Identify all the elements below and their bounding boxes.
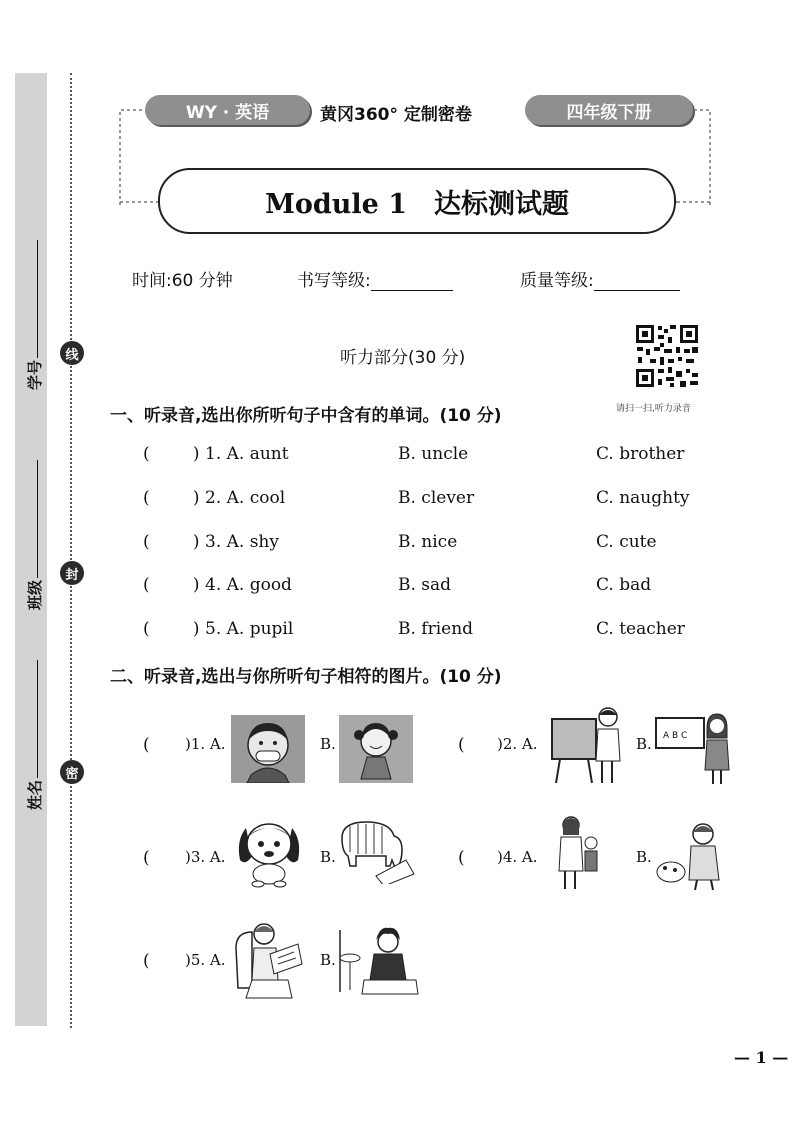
q4-option-b: B. sad [398,575,452,595]
grade-pill: 四年级下册 [525,95,693,125]
woman-with-child-picture[interactable] [555,815,603,891]
qr-caption: 请扫一扫,听力录音 [616,404,691,414]
q6-b-label: B. [320,735,336,753]
q3-option-b: B. nice [398,532,458,552]
page-number: — 1 — [734,1048,789,1067]
student-no-label: 学号 [25,359,44,390]
q1-option-a: 1. A. aunt [205,444,289,464]
girl-smiling-picture[interactable] [339,715,413,783]
man-reading-picture[interactable] [232,918,304,1002]
q5-option-b: B. friend [398,619,474,639]
man-with-dog-picture[interactable] [655,820,729,890]
q10-label: )5. A. [185,951,226,969]
writing-grade-field[interactable] [297,266,453,291]
seal-line-mark: 线 [60,341,84,365]
q2-option-b: B. clever [398,488,475,508]
q2-option-a: 2. A. cool [205,488,286,508]
seal-seal-mark: 封 [60,561,84,585]
q7-b-label: B. [636,735,652,753]
q8-b-label: B. [320,848,336,866]
q9-b-label: B. [636,848,652,866]
page-title [158,168,676,234]
time-info: 时间:60 分钟 [132,271,233,291]
man-teacher-picture[interactable] [550,705,628,785]
q5-option-c: C. teacher [596,619,685,639]
q5-option-a: 5. A. pupil [205,619,294,639]
woman-teacher-picture[interactable] [655,712,731,784]
board-abc-text: A B C [663,731,688,741]
q3-option-a: 3. A. shy [205,532,279,552]
qr-code-icon[interactable] [634,323,700,389]
q3-answer-paren[interactable]: ( ) [143,532,200,552]
series-title: 黄冈360° 定制密卷 [320,105,472,125]
name-field[interactable] [22,660,46,810]
cut-line [70,73,72,1028]
q1-option-b: B. uncle [398,444,469,464]
part1-heading: 一、听录音,选出你所听句子中含有的单词。(10 分) [110,406,502,426]
part2-heading: 二、听录音,选出与你所听句子相符的图片。(10 分) [110,667,502,687]
page-title-text: Module 1 达标测试题 [264,188,570,220]
q1-answer-paren[interactable]: ( ) [143,444,200,464]
q10-paren[interactable]: ( [143,951,150,971]
q3-option-c: C. cute [596,532,657,552]
boy-eating-picture[interactable] [231,715,305,783]
q6-paren[interactable]: ( [143,735,150,755]
q7-label: )2. A. [497,735,538,753]
woman-sitting-picture[interactable] [336,922,420,998]
subject-pill: WY · 英语 [145,95,310,125]
q7-paren[interactable]: ( [458,735,465,755]
q1-option-c: C. brother [596,444,685,464]
q2-answer-paren[interactable]: ( ) [143,488,200,508]
class-field[interactable] [22,460,46,610]
q8-paren[interactable]: ( [143,848,150,868]
quality-grade-field[interactable] [520,266,680,291]
q9-label: )4. A. [497,848,538,866]
q6-label: )1. A. [185,735,226,753]
listening-heading: 听力部分(30 分) [340,348,466,368]
seal-secret-mark: 密 [60,760,84,784]
quality-grade-label: 质量等级: [520,271,594,291]
q4-answer-paren[interactable]: ( ) [143,575,200,595]
writing-grade-label: 书写等级: [297,271,371,291]
q8-label: )3. A. [185,848,226,866]
q2-option-c: C. naughty [596,488,690,508]
q5-answer-paren[interactable]: ( ) [143,619,200,639]
q4-option-c: C. bad [596,575,652,595]
q9-paren[interactable]: ( [458,848,465,868]
student-no-field[interactable] [22,240,46,390]
dog-picture[interactable] [234,816,304,888]
class-label: 班级 [25,579,44,610]
elephant-picture[interactable] [336,816,416,884]
name-label: 姓名 [25,779,44,810]
q10-b-label: B. [320,951,336,969]
q4-option-a: 4. A. good [205,575,292,595]
